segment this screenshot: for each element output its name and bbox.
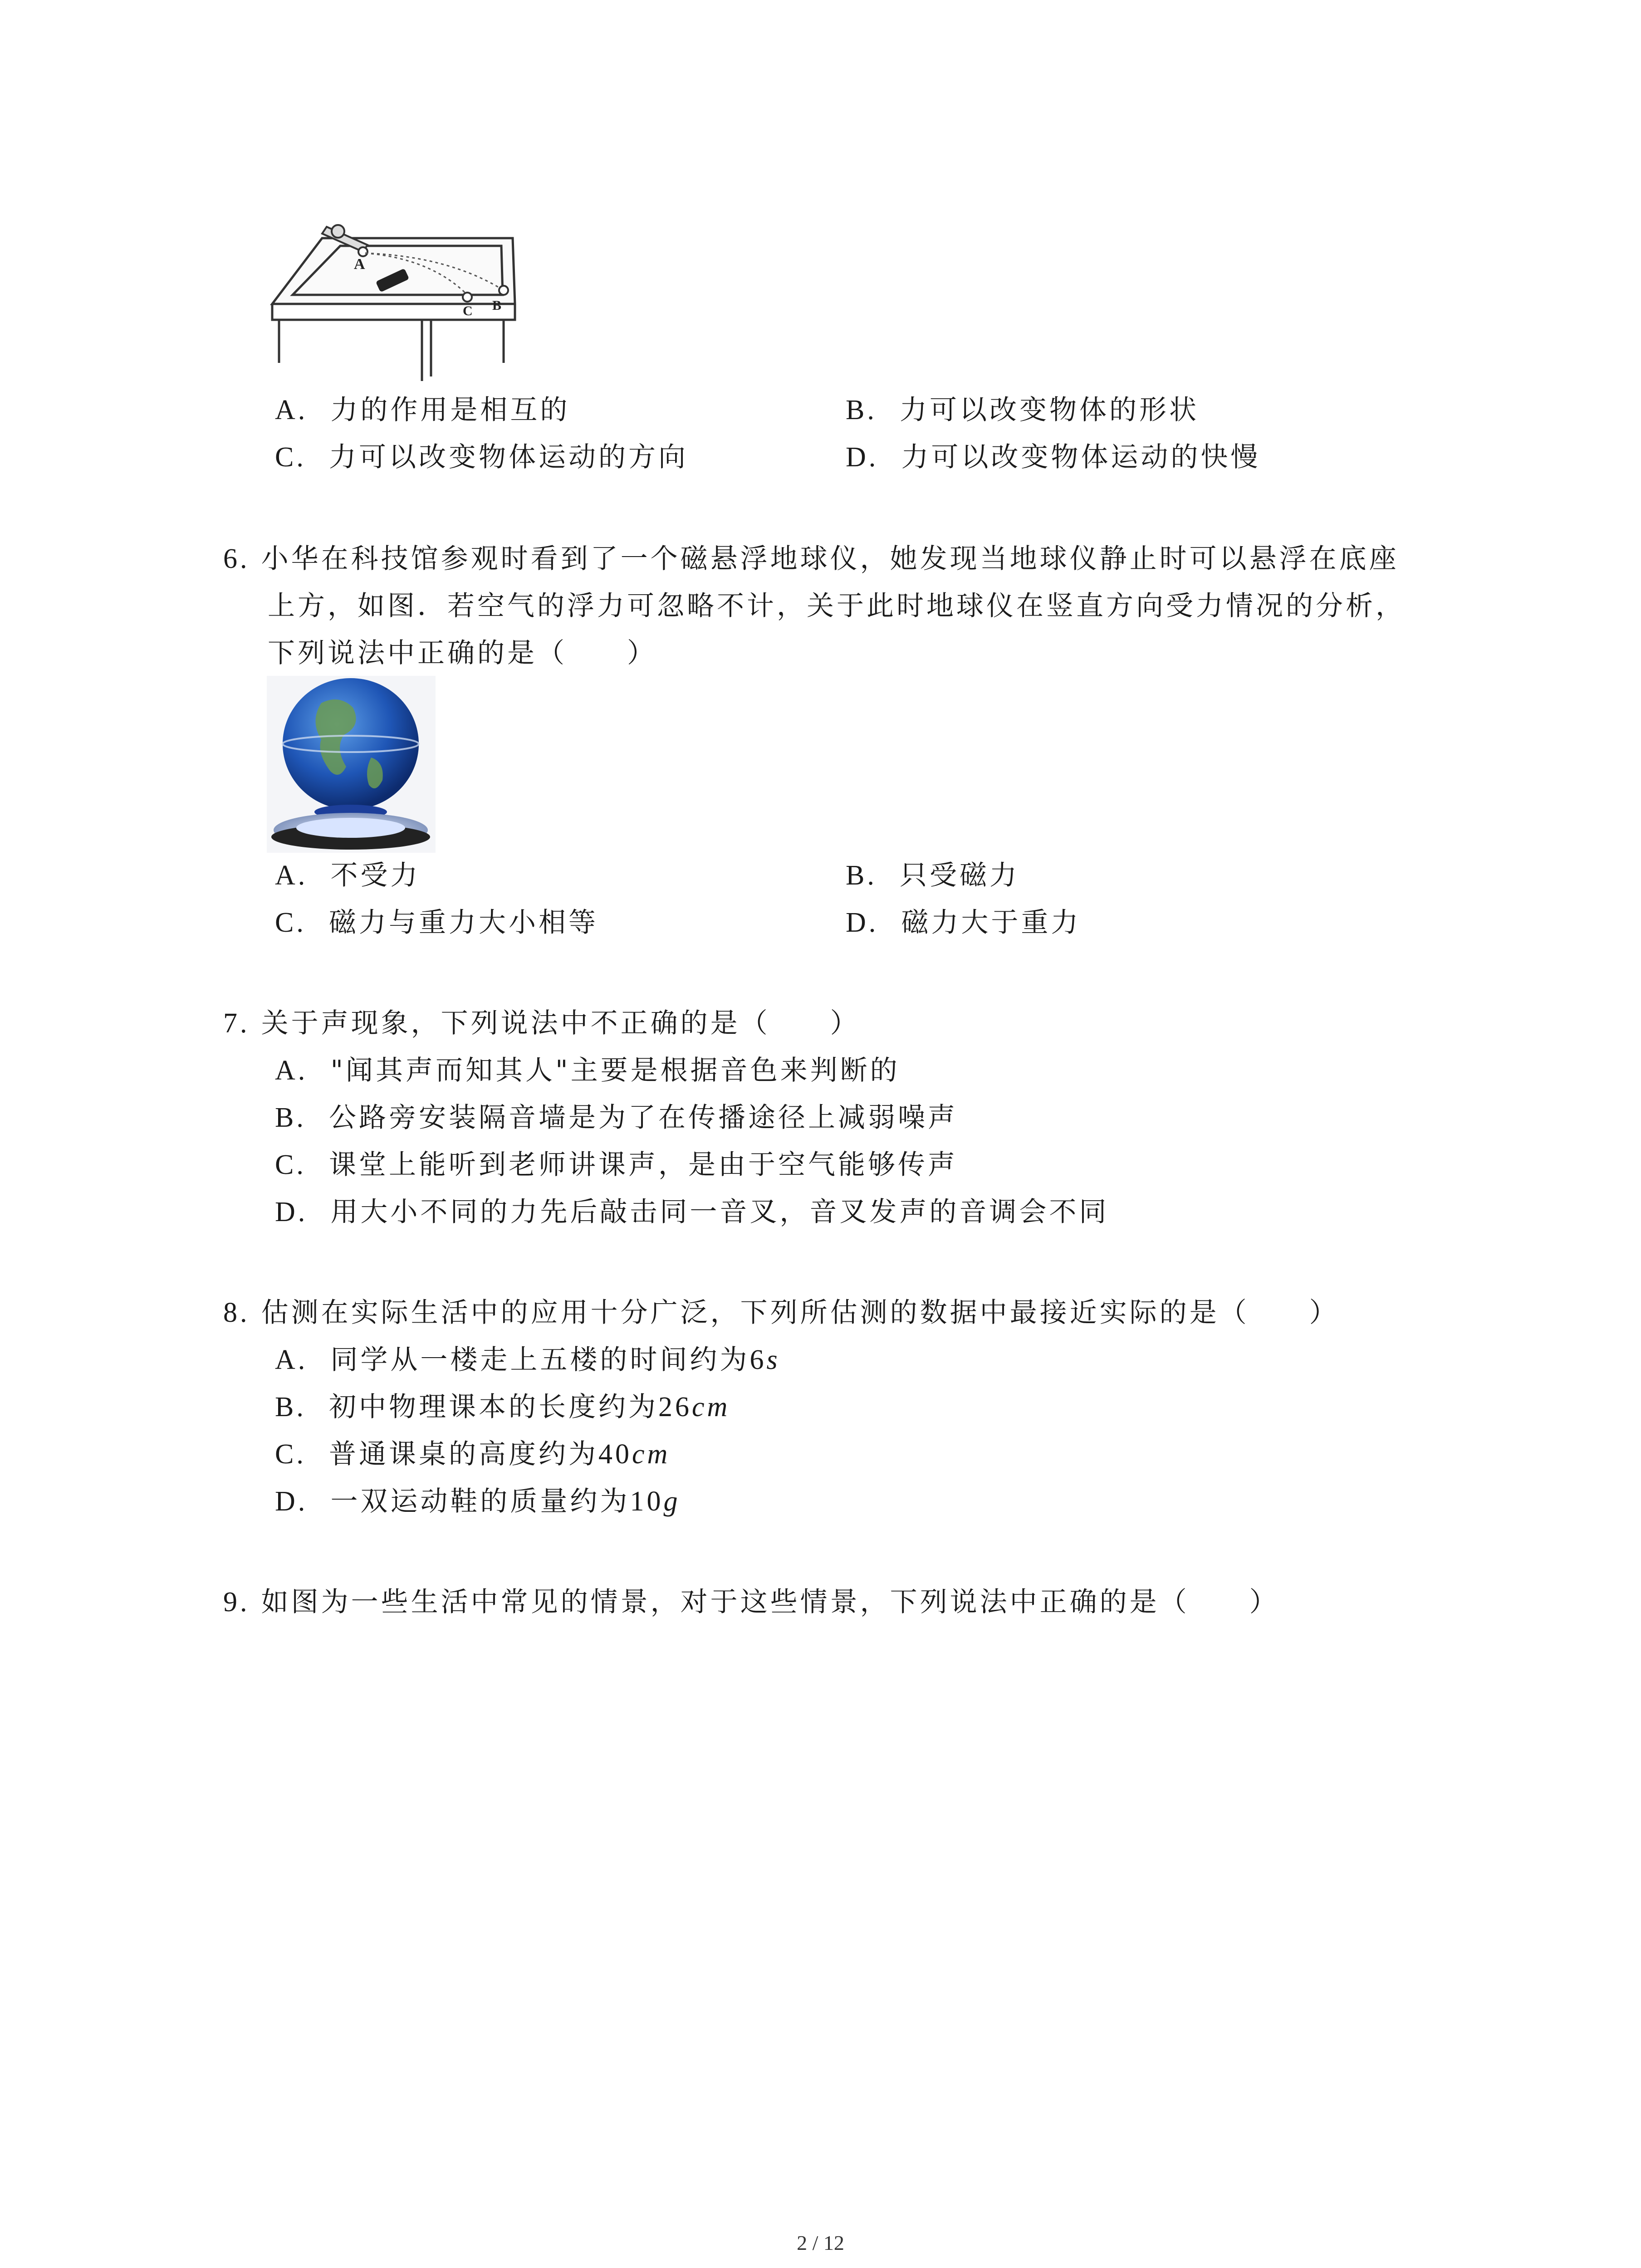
option-label: D.: [846, 442, 879, 473]
q6-option-b[interactable]: [846, 856, 1019, 894]
option-text: 力可以改变物体运动的快慢: [901, 441, 1261, 473]
option-text: 普通课桌的高度约为: [329, 1438, 599, 1470]
option-text: 力可以改变物体运动的方向: [329, 441, 689, 473]
option-label: B.: [846, 395, 877, 425]
option-label: B.: [275, 1102, 306, 1133]
q6-figure-globe: [267, 676, 436, 853]
option-label: D.: [846, 907, 879, 938]
option-label: D.: [275, 1486, 308, 1517]
q8-option-b[interactable]: [275, 1388, 730, 1426]
option-text: 同学从一楼走上五楼的时间约为: [330, 1344, 750, 1376]
question-text: 小华在科技馆参观时看到了一个磁悬浮地球仪，她发现当地球仪静止时可以悬浮在底座: [261, 543, 1399, 575]
option-text: 初中物理课本的长度约为: [329, 1391, 659, 1423]
option-label: C.: [275, 907, 306, 938]
option-text: 用大小不同的力先后敲击同一音叉，音叉发声的音调会不同: [330, 1196, 1109, 1228]
option-label: A.: [275, 1344, 308, 1375]
q8-option-a[interactable]: [275, 1341, 780, 1379]
q9-stem: [223, 1583, 1279, 1621]
option-text: "闻其声而知其人"主要是根据音色来判断的: [330, 1055, 900, 1086]
q5-option-b[interactable]: [846, 391, 1199, 429]
option-text: 力可以改变物体的形状: [900, 394, 1200, 426]
option-label: C.: [275, 442, 306, 473]
question-number: 7.: [223, 1008, 250, 1039]
question-number: 8.: [223, 1297, 250, 1328]
q6-stem-line-2: 上方，如图．若空气的浮力可忽略不计，关于此时地球仪在竖直方向受力情况的分析，: [268, 590, 1406, 622]
option-label: A.: [275, 860, 308, 891]
option-unit: g: [663, 1486, 681, 1517]
q5-figure-label-b: B: [492, 298, 502, 313]
q8-option-c[interactable]: [275, 1435, 670, 1473]
q7-stem: [223, 1004, 860, 1042]
option-text: 只受磁力: [900, 860, 1020, 891]
q6-option-d[interactable]: [846, 904, 1081, 942]
option-text: 课堂上能听到老师讲课声，是由于空气能够传声: [329, 1149, 958, 1181]
option-label: C.: [275, 1439, 306, 1470]
question-number: 9.: [223, 1587, 250, 1618]
question-text: 如图为一些生活中常见的情景，对于这些情景，下列说法中正确的是（ ）: [261, 1586, 1279, 1618]
option-label: D.: [275, 1197, 308, 1227]
option-label: B.: [846, 860, 877, 891]
q8-option-d[interactable]: [275, 1482, 680, 1520]
option-value: 26: [658, 1392, 692, 1422]
option-label: B.: [275, 1392, 306, 1422]
q6-stem-line-1: [223, 540, 1399, 578]
option-unit: cm: [692, 1392, 730, 1422]
q7-option-a[interactable]: [275, 1051, 900, 1090]
option-text: 磁力与重力大小相等: [329, 907, 599, 938]
question-text: 估测在实际生活中的应用十分广泛，下列所估测的数据中最接近实际的是（ ）: [261, 1297, 1339, 1329]
question-text: 关于声现象，下列说法中不正确的是（ ）: [261, 1007, 860, 1039]
option-value: 10: [630, 1486, 664, 1517]
q5-option-a[interactable]: [275, 391, 570, 429]
option-value: 6: [749, 1344, 767, 1375]
q8-stem: [223, 1294, 1339, 1332]
option-text: 公路旁安装隔音墙是为了在传播途径上减弱噪声: [329, 1102, 958, 1134]
q7-option-d[interactable]: [275, 1193, 1109, 1231]
option-text: 一双运动鞋的质量约为: [330, 1486, 630, 1517]
q6-stem-line-3: 下列说法中正确的是（ ）: [268, 637, 657, 669]
option-value: 40: [598, 1439, 632, 1470]
option-label: C.: [275, 1149, 306, 1180]
option-text: 磁力大于重力: [901, 907, 1081, 938]
option-label: A.: [275, 395, 308, 425]
q5-figure-label-a: A: [354, 256, 365, 273]
q7-option-c[interactable]: [275, 1146, 958, 1184]
q5-option-d[interactable]: [846, 438, 1260, 476]
q5-option-c[interactable]: [275, 438, 688, 476]
option-unit: cm: [632, 1439, 671, 1470]
q5-figure-table-magnet: [268, 213, 522, 390]
option-text: 不受力: [330, 860, 421, 891]
option-text: 力的作用是相互的: [330, 394, 570, 426]
q6-option-c[interactable]: [275, 904, 598, 942]
page-number: 2 / 12: [797, 2231, 844, 2254]
option-label: A.: [275, 1055, 308, 1086]
question-number: 6.: [223, 543, 250, 574]
q5-figure-label-c: C: [463, 303, 473, 318]
option-unit: s: [766, 1344, 780, 1375]
q6-option-a[interactable]: [275, 856, 420, 894]
q7-option-b[interactable]: [275, 1099, 958, 1137]
